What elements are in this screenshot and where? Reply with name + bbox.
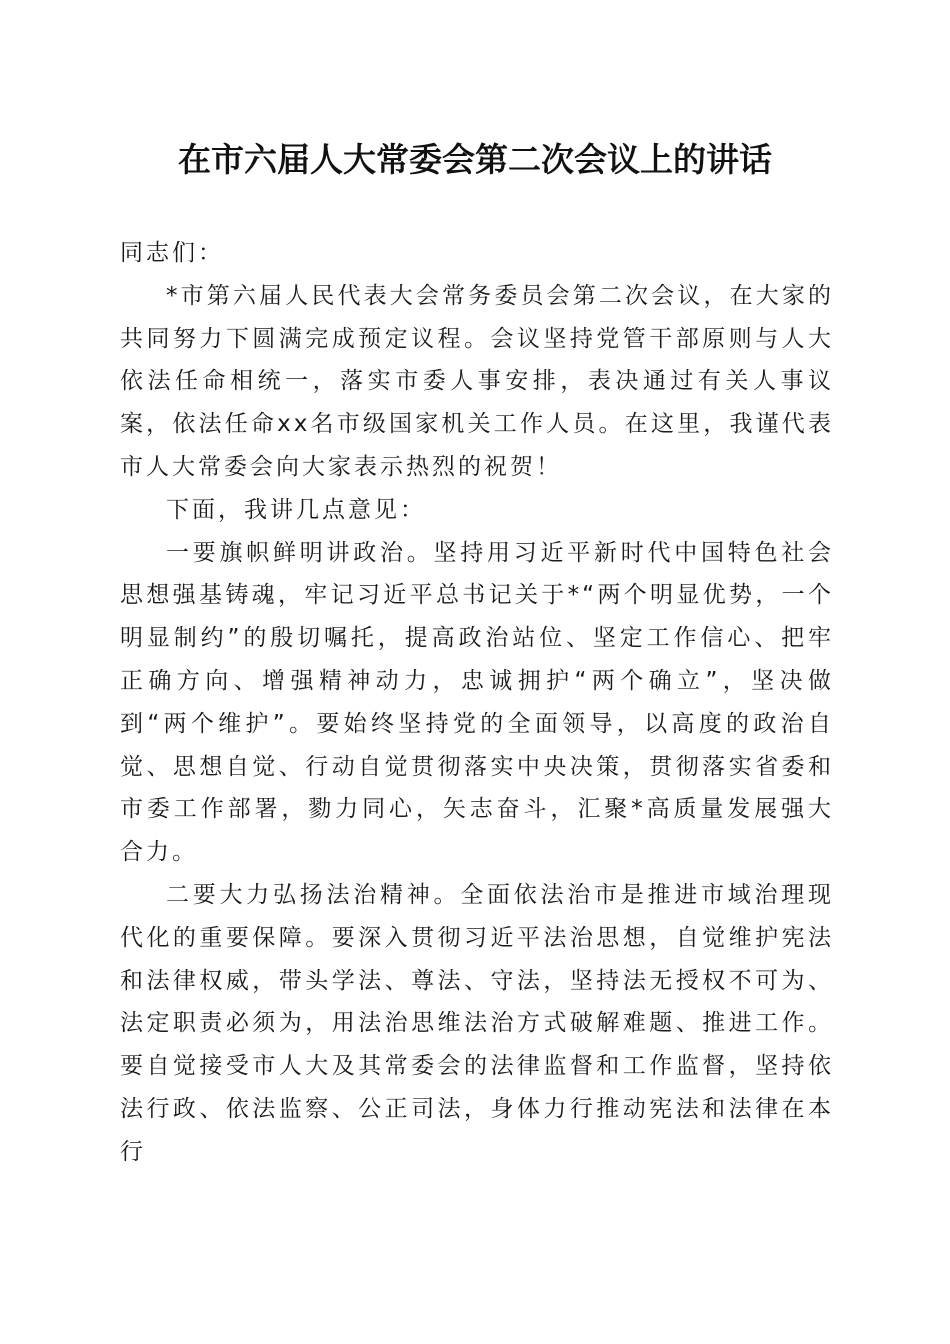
greeting: 同志们：: [120, 240, 224, 266]
document-body: [120, 232, 834, 1174]
paragraph-3: 一要旗帜鲜明讲政治。坚持用习近平新时代中国特色社会思想强基铸魂，牢记习近平总书记关于*“两个明显优势，一个明显制约”的殷切嘱托，提高政治站位、坚定工作信心、把牢正确方向、增强精神动力，忠诚拥护“两个确立”，坚决做到“两个维护”。要始终坚持党的全面领导，以高度的政治自觉、思想自觉、行动自觉贯彻落实中央决策，贯彻落实省委和市委工作部署，勠力同心，矢志奋斗，汇聚*高质量发展强大合力。: [120, 539, 834, 866]
paragraph-2: 下面，我讲几点意见：: [166, 496, 426, 523]
paragraph-1: *市第六届人民代表大会常务委员会第二次会议，在大家的共同努力下圆满完成预定议程。会议坚持党管干部原则与人大依法任命相统一，落实市委人事安排，表决通过有关人事议案，依法任命xx名市级国家机关工作人员。在这里，我谨代表市人大常委会向大家表示热烈的祝贺！: [120, 282, 834, 480]
document-title: 在市六届人大常委会第二次会议上的讲话: [178, 140, 772, 179]
paragraph-4: 二要大力弘扬法治精神。全面依法治市是推进市域治理现代化的重要保障。要深入贯彻习近平法治思想，自觉维护宪法和法律权威，带头学法、尊法、守法，坚持法无授权不可为、法定职责必须为，用法治思维法治方式破解难题、推进工作。要自觉接受市人大及其常委会的法律监督和工作监督，坚持依法行政、依法监察、公正司法，身体力行推动宪法和法律在本行: [120, 881, 834, 1165]
